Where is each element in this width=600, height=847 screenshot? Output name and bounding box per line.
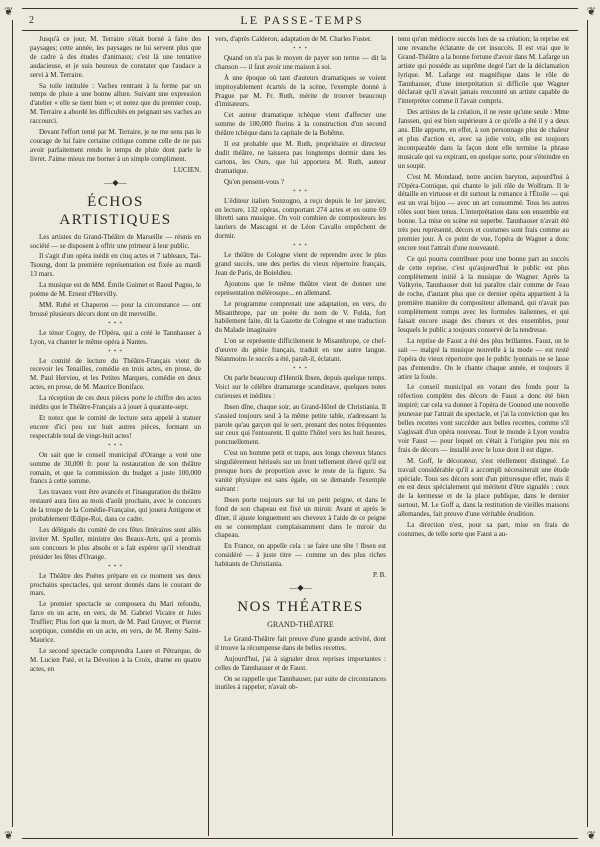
signature: LUCIEN. xyxy=(173,165,201,174)
paragraph: On sait que le conseil municipal d'Orange a voté une somme de 30,000 fr. pour la restauration de son théâtre romain, et que la commission du budget a juste 100,000 francs à cette somme. xyxy=(30,450,201,486)
masthead-title: LE PASSE-TEMPS xyxy=(240,13,364,27)
paragraph: Les artistes du Grand-Théâtre de Marseille — réunis en société — se disposent à offrir une primeur à leur public. xyxy=(30,232,201,250)
paragraph: tenu qu'un médiocre succès lors de sa création; la reprise est une revanche éclatante de cet insuccès. Il est vrai que le Grand-Théâtre a la bonne fortune d'avoir dans M. Lafarge un artiste qui possède au suprême degré l'art de la déclamation lyrique. M. Lafarge est magnifique dans le rôle de Tannhauser, d'une interprétation si difficile que Wagner déclarait qu'il n'avait jamais rencontré un artiste capable de l'interpréter comme il l'avait compris. xyxy=(398,35,569,106)
header-rule xyxy=(22,30,578,31)
paragraph: Qu'en pensent-vous ? xyxy=(224,177,284,186)
paragraph: La reprise de Faust a été des plus brillantes. Faust, on le sait — malgré la musique nouvelle à la mode — est resté l'opéra du vieux répertoire que le public lyonnais ne se lasse pas d'entendre. On le chante chaque année, et toujours il attire la foule. xyxy=(398,336,569,381)
paragraph: La réception de ces deux pièces porte le chiffre des actes inédits que le Théâtre-Français a à jouer à quarante-sept. xyxy=(30,394,201,412)
paragraph: En France, on appelle cela : se faire une tête ! Ibsen est considéré — à juste titre — comme un des plus riches habitants de Christiania. xyxy=(215,542,386,569)
ornament-top-left-icon: ❦ xyxy=(4,5,14,18)
asterism-divider: * * * xyxy=(293,189,308,195)
paragraph: Sa toile intitulée : Vaches rentrant à la ferme par un temps de pluie a une bonne allure. Suivant une expression d'atelier « elle se tient bien »; et notez que du premier coup, M. Terraire a abordé les difficultés en peignant ses vaches au raccourci. xyxy=(30,81,201,126)
paragraph: Et notez que le comité de lecture sera appelé à statuer encore d'ici peu sur huit autres pièces, formant un respectable total de vingt-huit actes! xyxy=(30,414,201,440)
paragraph: Le théâtre de Cologne vient de reprendre avec le plus grand succès, une des perles du vieux répertoire français, Jean de Paris, de Boieldieu. xyxy=(215,251,386,277)
paragraph: À une époque où tant d'auteurs dramatiques se voient impitoyablement écartés de la scène, l'exemple donné à Prague par M. Fr. Ruth, mérite de trouver beaucoup d'imitateurs. xyxy=(215,73,386,109)
paragraph: Le premier spectacle se composera du Mari refondu, farce en un acte, en vers, de M. Gabriel Vicaire et Jules Truffier; Plus fort que la mort, de M. Paul Gruyer, et Pierrot sceptique, comédie en un acte, en vers, de M. Remy Saint-Maurice. xyxy=(30,600,201,644)
column-rule-2 xyxy=(392,36,393,836)
paragraph: C'est un homme petit et trapu, aux longs cheveux blancs singulièrement hérissés sur un front tellement élevé qu'il est presque hors de proportion avec le reste de la figure. Sa vanité physique est sans égale, on se demande l'exemple suivant : xyxy=(215,449,386,493)
signature: P. B. xyxy=(372,571,386,580)
column-3 xyxy=(398,35,569,825)
paragraph: Ce qui pourra contribuer pour une bonne part au succès de cette reprise, c'est qu'aujourd'hui le public est plus complètement initié à la musique de Wagner. Après la Valkyrie, Tannhauser doit lui paraître clair comme de l'eau de roche, d'autant plus que ce dernier opéra appartient à la première manière du compositeur allemand, qui n'avait pas complètement rompu avec les formules italiennes, et qui faisait encore usage des chœurs et des ensembles, pour lesquels le public a toujours conservé de la tendresse. xyxy=(398,254,569,334)
paragraph: La direction n'est, pour sa part, mise en frais de costumes, de telle sorte que Faust a au- xyxy=(398,521,569,538)
paragraph: On parle beaucoup d'Henrik Ibsen, depuis quelque temps. Voici sur le célèbre dramaturge scandinave, quelques notes curieuses et inédites : xyxy=(215,374,386,400)
paragraph: Le Théâtre des Poètes prépare en ce moment ses deux prochains spectacles, qui seront donnés dans le courant de mars. xyxy=(30,571,201,598)
section-divider: —◆— xyxy=(289,582,312,592)
ornament-bottom-left-icon: ❦ xyxy=(4,829,14,842)
paragraph: Quand on n'a pas le moyen de payer son terme — dit la chanson — il faut avoir une maison à soi. xyxy=(215,53,386,71)
paragraph: Le Grand-Théâtre fait preuve d'une grande activité, dont il trouve la récompense dans de belles recettes. xyxy=(215,634,386,652)
asterism-divider: * * * xyxy=(293,244,308,250)
paragraph: Les travaux vont être avancés et l'inauguration du théâtre restauré aura lieu au mois d'août prochain, avec le concours de la troupe de la Comédie-Française, qui jouera Antigone et probablement Œdipe-Roi, dans ce cadre. xyxy=(30,488,201,524)
column-2 xyxy=(215,35,386,825)
ornament-top-right-icon: ❦ xyxy=(586,5,596,18)
paragraph: Jusqu'à ce jour, M. Terraire s'était borné à faire des paysages; cette année, les paysages ne lui servent plus que de cadre à des études d'animaux; c'est là une tentative audacieuse, et je suis heureux de constater que l'audace a servi à M. Terraire. xyxy=(30,35,201,79)
paragraph: Le programme comprenait une adaptation, en vers, du Misanthrope, par un poète du nom de V. Fulda, fort habilement faite, dit la Gazette de Cologne et une traduction du Malade imaginaire xyxy=(215,299,386,335)
paragraph: La musique est de MM. Émile Guimet et Raoul Pugno, le poème de M. Ernest d'Hervilly. xyxy=(30,281,201,299)
paragraph: Les délégués du comité de ces fêtes littéraires sont allés inviter M. Spuller, ministre des Beaux-Arts, qui a promis son concours le plus absolu et a fait espérer qu'il viendrait présider les fêtes d'Orange. xyxy=(30,525,201,561)
paragraph: L'on se représente difficilement le Misanthrope, ce chef-d'œuvre du génie français, traduit en une autre langue. Néanmoins le succès a été, paraît-il, éclatant. xyxy=(215,337,386,364)
paragraph: Le comité de lecture du Théâtre-Français vient de recevoir les Tenailles, comédie en trois actes, en prose, de M. Paul Hervieu, et les Petites Marques, comédie en deux actes, en prose, de M. Maurice Boniface. xyxy=(30,356,201,392)
section-divider: —◆— xyxy=(104,177,127,187)
column-rule-1 xyxy=(208,36,209,836)
ornament-bottom-right-icon: ❦ xyxy=(586,829,596,842)
frame-left-rule xyxy=(12,20,13,827)
paragraph: M. Goff, le décorateur, s'est réellement distingué. Le travail considérable qu'il a accompli nécessiterait une étude spéciale. Tous ses décors sont d'un pittoresque effet, mais il en est deux spécialement qui méritent d'être signalés : ceux de la kermesse et de la place publique, dans le dernier surtout, M. Le Goff a, dans la restitution de vieilles maisons allemandes, fait preuve d'une véritable érudition. xyxy=(398,456,569,519)
asterism-divider: * * * xyxy=(293,367,308,372)
paragraph: Ajoutons que le même théâtre vient de donner une représentation mélérosque... en allemand. xyxy=(215,279,386,297)
frame-bottom-rule xyxy=(22,838,578,839)
asterism-divider: * * * xyxy=(108,564,123,570)
page-header xyxy=(24,10,580,30)
section-title-theatres: NOS THÉATRES xyxy=(237,598,364,615)
paragraph: Cet auteur dramatique tchèque vient d'affecter une somme de 100,000 florins à la construction d'un second théâtre tchèque dans la capitale de la Bohême. xyxy=(215,111,386,138)
paragraph: Il est probable que M. Ruth, propriétaire et directeur dudit théâtre, ne laissera pas longtemps dormir dans les cartons, les Ours, que lui apportera M. Ruth, auteur dramatique. xyxy=(215,140,386,175)
paragraph: Ibsen porte toujours sur lui un petit peigne, et dans le fond de son chapeau est fixé un miroir. Avant et après le dîner, il ajuste longuement ses cheveux à l'aide de ce peigne en se contemplant complaisamment dans le miroir du chapeau. xyxy=(215,495,386,540)
paragraph: Le second spectacle comprendra Laure et Pétrarque, de M. Lucien Paté, et la Dévotion à la Croix, drame en quatre actes, en xyxy=(30,646,201,673)
frame-top-rule xyxy=(22,8,578,9)
paragraph: Des artistes de la création, il ne reste qu'une seule : Mme Janssen, qui est bien supérieure à ce qu'elle a été il y a deux ans. Elle apporte, en effet, à son personnage plus de chaleur et plus d'action et, avec sa jolie voix, elle est toujours incomparable dans la façon dont elle termine la phrase musicale qui va expirant, en quelque sorte, pour s'éteindre en un soupir. xyxy=(398,108,569,170)
paragraph: L'éditeur italien Sonzogno, a reçu depuis le 1er janvier, en lecture, 132 opéras, comportant 274 actes et en outre 69 libretti sans musique. On voit combien de compositeurs les lauriers de Mascagni et de Léon Cavallo empêchent de dormir. xyxy=(215,196,386,241)
column-1 xyxy=(30,35,201,825)
page-number: 2 xyxy=(29,15,34,26)
asterism-divider: * * * xyxy=(108,443,123,449)
paragraph: Devant l'effort tenté par M. Terraire, je ne me sens pas le courage de lui faire certaine critique comme celle de ne pas avoir parfaitement rendu le temps de pluie dont parle le livret. J'aime mieux me borner à un simple compliment. xyxy=(30,128,201,163)
paragraph: On se rappelle que Tannhauser, par suite de circonstances inutiles à rappeler, n'avait ob- xyxy=(215,674,386,692)
asterism-divider: * * * xyxy=(293,46,308,52)
asterism-divider: * * * xyxy=(108,349,123,355)
paragraph: Il s'agit d'un opéra inédit en cinq actes et 7 tableaux, Tai-Tsoung, dont la première représentation est fixée au mardi 13 mars. xyxy=(30,252,201,279)
paragraph: Le ténor Cogny, de l'Opéra, qui a créé le Tannhauser à Lyon, va chanter le même opéra à Nantes. xyxy=(30,328,201,346)
subsection-title-grand-theatre: GRAND-THÉATRE xyxy=(267,619,334,629)
section-title-echos: ÉCHOS ARTISTIQUES xyxy=(59,193,172,228)
frame-right-rule xyxy=(587,20,588,827)
paragraph: Aujourd'hui, j'ai à signaler deux reprises importantes : celles de Tannhauser et de Faust. xyxy=(215,654,386,672)
paragraph: Ibsen dîne, chaque soir, au Grand-Hôtel de Christiania. Il s'assied toujours seul à la même petite table, n'adressant la parole qu'au garçon qui le sert, prenant des notes fréquentes sur ceux qui l'entourent. Il quitte l'hôtel vers les huit heures, ponctuellement. xyxy=(215,402,386,447)
paragraph: MM. Rubé et Chaperon — pour la circonstance — ont brossé plusieurs décors dont on dit merveille. xyxy=(30,300,201,318)
paragraph: Le conseil municipal en votant des fonds pour la réfection complète des décors de Faust a donc été bien inspiré; car cela va donner à l'opéra de Gounod une nouvelle jeunesse par l'attrait du spectacle, et j'ai la conviction que les belles recettes vont succéder aux belles recettes, comme s'il s'agissait d'un opéra nouveau. Tout le monde à Lyon voudra voir Faust — pour lequel on s'était à l'origine peu mis en frais de décors — installé avec le luxe dont il est digne. xyxy=(398,383,569,454)
paragraph: C'est M. Mondaud, notre ancien baryton, aujourd'hui à l'Opéra-Comique, qui chante le joli rôle de Wolfram. Il le détaille en virtuose et dit surtout la romance à l'Étoile — qui est un vrai bijou — avec un art consommé. Tous les autres rôles sont bien tenus. L'interprétation dans son ensemble est bonne. La mise en scène est superbe. Tannhauser n'avait été très peu représenté, décors et costumes sont frais comme au premier jour. À ce point de vue, l'opéra de Wagner a donc encore tout l'attrait d'une nouveauté. xyxy=(398,172,569,252)
paragraph: vers, d'après Calderon, adaptation de M. Charles Fuster. xyxy=(215,35,372,43)
asterism-divider: * * * xyxy=(108,321,123,327)
